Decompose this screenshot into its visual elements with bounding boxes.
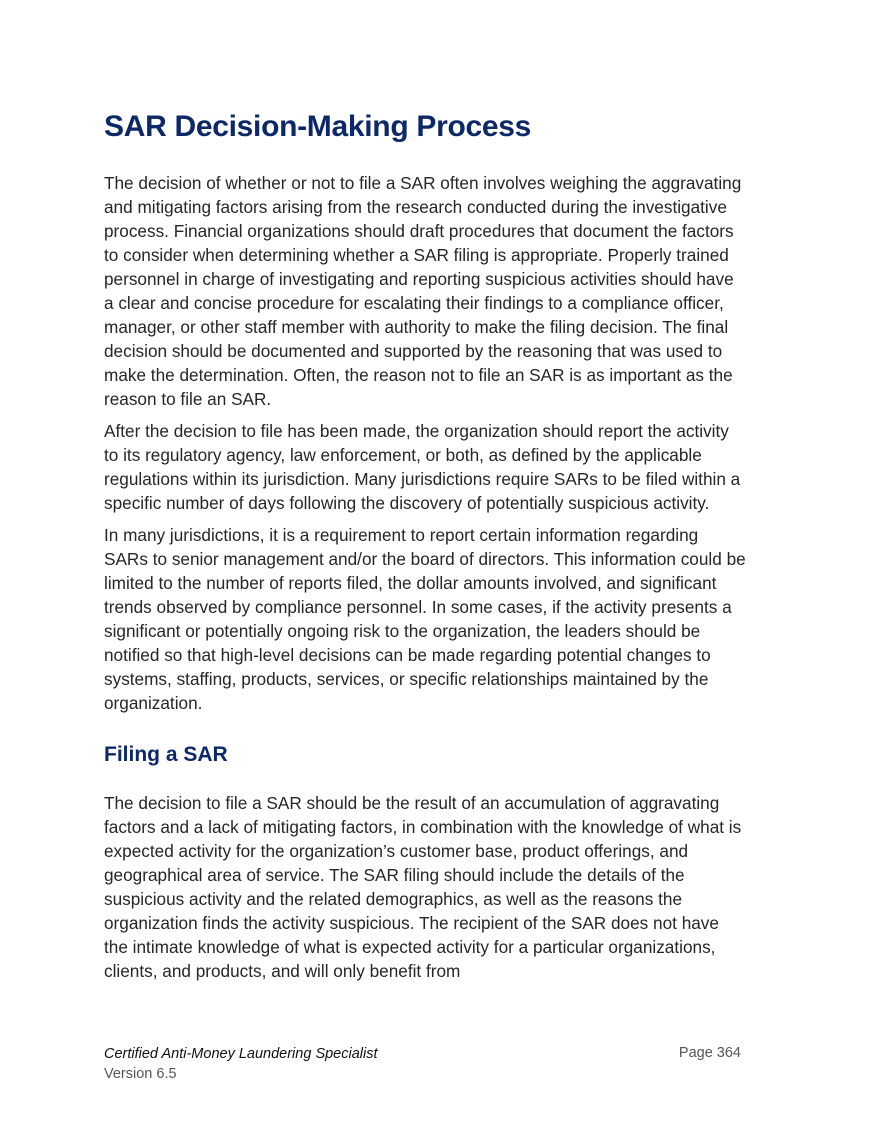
footer-document-title: Certified Anti-Money Laundering Specialist [104,1046,378,1062]
document-body [104,171,746,991]
paragraph: After the decision to file has been made, the organization should report the activity to its regulatory agency, law enforcement, or both, as defined by the applicable regulations within its jurisdiction. Many jurisdictions require SARs to be filed within a specific number of days following the discovery of potentially suspicious activity. [104,421,741,513]
paragraph: In many jurisdictions, it is a requirement to report certain information regarding SARs to senior management and/or the board of directors. This information could be limited to the number of reports filed, the dollar amounts involved, and significant trends observed by compliance personnel. In some cases, if the activity presents a significant or potentially ongoing risk to the organization, the leaders should be notified so that high-level decisions can be made regarding potential changes to systems, staffing, products, services, or specific relationships maintained by the organization. [104,525,746,713]
paragraph: The decision to file a SAR should be the result of an accumulation of aggravating factors and a lack of mitigating factors, in combination with the knowledge of what is expected activity for the organization’s customer base, product offerings, and geographical area of service. The SAR filing should include the details of the suspicious activity and the related demographics, as well as the reasons the organization finds the activity suspicious. The recipient of the SAR does not have the intimate knowledge of what is expected activity for a particular organizations, clients, and products, and will only benefit from [104,793,742,981]
footer-version: Version 6.5 [104,1066,177,1082]
section-heading: Filing a SAR [104,743,228,766]
page-title: SAR Decision-Making Process [104,110,532,143]
paragraph: The decision of whether or not to file a SAR often involves weighing the aggravating and mitigating factors arising from the research conducted during the investigative process. Financial organizations should draft procedures that document the factors to consider when determining whether a SAR filing is appropriate. Properly trained personnel in charge of investigating and reporting suspicious activities should have a clear and concise procedure for escalating their findings to a compliance officer, manager, or other staff member with authority to make the filing decision. The final decision should be documented and supported by the reasoning that was used to make the determination. Often, the reason not to file an SAR is as important as the reason to file an SAR. [104,173,742,409]
page-number: Page 364 [678,1045,741,1061]
